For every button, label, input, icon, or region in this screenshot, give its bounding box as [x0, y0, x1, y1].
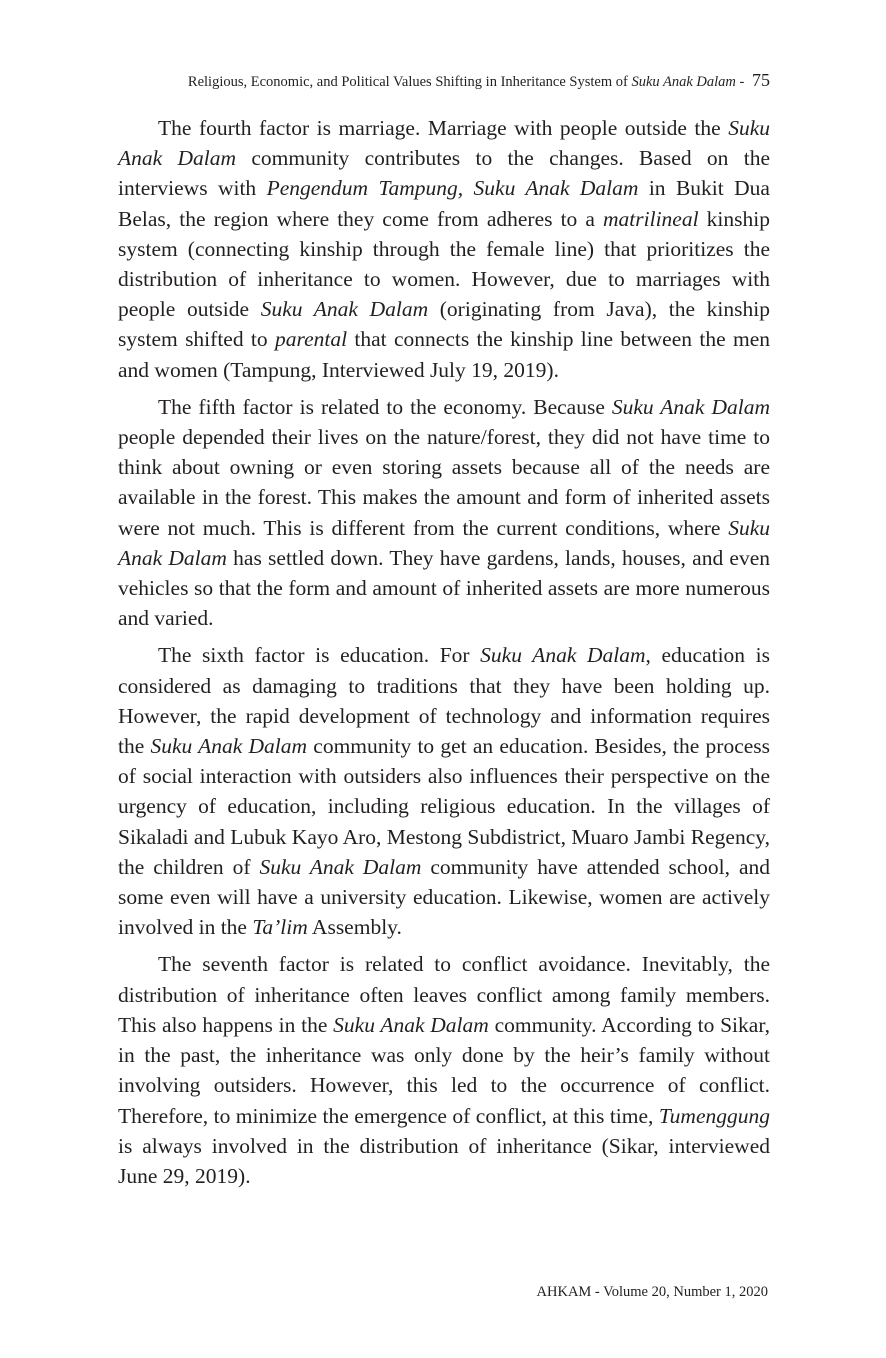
header-separator: - — [735, 74, 748, 90]
italic-term: matrilineal — [603, 206, 699, 231]
text-run: in Bukit Dua Belas, the region where they come from adheres to a — [118, 176, 770, 231]
header-title: Religious, Economic, and Political Values Shifting in Inheritance System of — [187, 74, 632, 90]
running-footer — [118, 1284, 768, 1301]
italic-term: Suku Anak Dalam — [333, 1012, 489, 1037]
italic-term: Suku Anak Dalam — [260, 297, 429, 322]
text-run: kinship system (connecting kinship through the female line) that prioritizes the distribution of inheritance to women. However, due to marriages with people outside — [118, 206, 770, 322]
italic-term: Suku Anak Dalam — [150, 734, 308, 759]
body-text — [118, 113, 770, 1198]
italic-term: Suku Anak Dalam — [611, 394, 770, 419]
footer-journal: AHKAM - Volume 20, Number 1, 2020 — [536, 1284, 768, 1300]
italic-term: Pengendum Tampung, Suku Anak Dalam — [266, 176, 639, 201]
italic-term: Ta’lim — [252, 915, 308, 940]
italic-term: Tumenggung — [658, 1103, 770, 1128]
italic-term: Suku Anak Dalam — [480, 643, 646, 668]
text-run: people depended their lives on the nature/forest, they did not have time to think about owning or even storing assets because all of the needs are available in the forest. This makes the amount and form of inherited assets were not much. This is different from the current conditions, where — [118, 425, 770, 540]
italic-term: Suku Anak Dalam — [259, 854, 422, 879]
text-run: The fourth factor is marriage. Marriage with people outside the — [158, 116, 729, 140]
text-run: (originating from Java), the kinship system shifted to — [118, 297, 770, 352]
text-run: community. According to Sikar, in the past, the inheritance was only done by the heir’s family without involving outsiders. However, this led to the occurrence of conflict. Therefore, to minimize the emergence of conflict, at this time, — [118, 1012, 770, 1128]
text-run: , education is considered as damaging to traditions that they have been holding up. However, the rapid development of technology and information requires the — [118, 643, 771, 759]
text-run: Assembly. — [307, 915, 402, 940]
text-run: that connects the kinship line between the men and women (Tampung, Interviewed July 19, 2019). — [118, 327, 770, 382]
text-run: The sixth factor is education. For — [158, 643, 481, 668]
body-paragraph — [118, 949, 770, 1191]
text-run: The seventh factor is related to conflict avoidance. Inevitably, the distribution of inheritance often leaves conflict among family members. This also happens in the — [118, 952, 770, 1037]
body-paragraph — [118, 113, 770, 385]
italic-term: Suku Anak Dalam — [118, 515, 770, 570]
italic-term: parental — [275, 327, 348, 352]
italic-term: Suku Anak Dalam — [118, 116, 770, 171]
body-paragraph — [118, 640, 770, 942]
text-run: community contributes to the changes. Based on the interviews with — [118, 146, 771, 201]
text-run: community to get an education. Besides, the process of social interaction with outsiders also influences their perspective on the urgency of education, including religious education. In the villages of Sikaladi and Lubuk Kayo Aro, Mestong Subdistrict, Muaro Jambi Regency, the children of — [118, 734, 771, 879]
page-number: 75 — [752, 70, 770, 90]
header-title-italic: Suku Anak Dalam — [631, 74, 736, 90]
text-run: is always involved in the distribution of inheritance (Sikar, interviewed June 29, 2019). — [118, 1133, 770, 1188]
text-run: community have attended school, and some even will have a university education. Likewise, women are actively involved in the — [118, 854, 770, 940]
text-run: The fifth factor is related to the economy. Because — [158, 394, 612, 419]
running-header — [118, 70, 770, 91]
body-paragraph — [118, 392, 770, 634]
text-run: has settled down. They have gardens, lands, houses, and even vehicles so that the form and amount of inherited assets are more numerous and varied. — [118, 545, 770, 631]
